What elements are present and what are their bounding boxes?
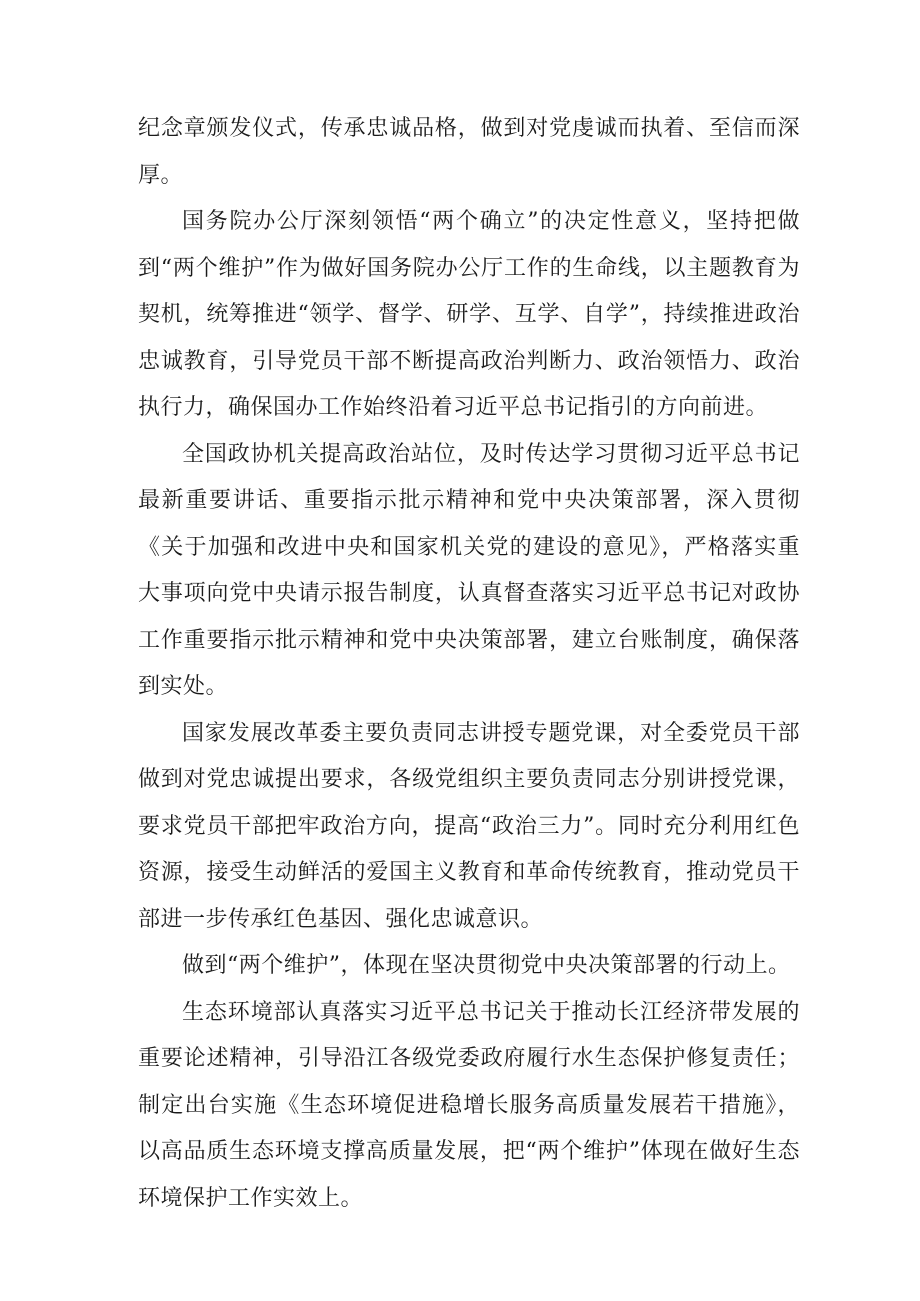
paragraph-general-office: 国务院办公厅深刻领悟“两个确立”的决定性意义，坚持把做到“两个维护”作为做好国务院办公厅工作的生命线，以主题教育为契机，统筹推进“领学、督学、研学、互学、自学”，持续推进政治忠诚教育，引导党员干部不断提高政治判断力、政治领悟力、政治执行力，确保国办工作始终沿着习近平总书记指引的方向前进。 <box>138 209 800 420</box>
paragraph-ecology: 生态环境部认真落实习近平总书记关于推动长江经济带发展的重要论述精神，引导沿江各级党委政府履行水生态保护修复责任；制定出台实施《生态环境促进稳增长服务高质量发展若干措施》，以高品质生态环境支撑高质量发展，把“两个维护”体现在做好生态环境保护工作实效上。 <box>138 999 800 1211</box>
document-body <box>138 106 800 1222</box>
paragraph-two-upholds: 做到“两个维护”，体现在坚决贯彻党中央决策部署的行动上。 <box>182 953 791 978</box>
paragraph-ndrc: 国家发展改革委主要负责同志讲授专题党课，对全委党员干部做到对党忠诚提出要求，各级党组织主要负责同志分别讲授党课，要求党员干部把牢政治方向，提高“政治三力”。同时充分利用红色资源，接受生动鲜活的爱国主义教育和革命传统教育，推动党员干部进一步传承红色基因、强化忠诚意识。 <box>138 720 800 932</box>
paragraph-cppcc: 全国政协机关提高政治站位，及时传达学习贯彻习近平总书记最新重要讲话、重要指示批示精神和党中央决策部署，深入贯彻《关于加强和改进中央和国家机关党的建设的意见》，严格落实重大事项向党中央请示报告制度，认真督查落实习近平总书记对政协工作重要指示批示精神和党中央决策部署，建立台账制度，确保落到实处。 <box>138 441 800 699</box>
paragraph-continued: 纪念章颁发仪式，传承忠诚品格，做到对党虔诚而执着、至信而深厚。 <box>138 116 800 188</box>
